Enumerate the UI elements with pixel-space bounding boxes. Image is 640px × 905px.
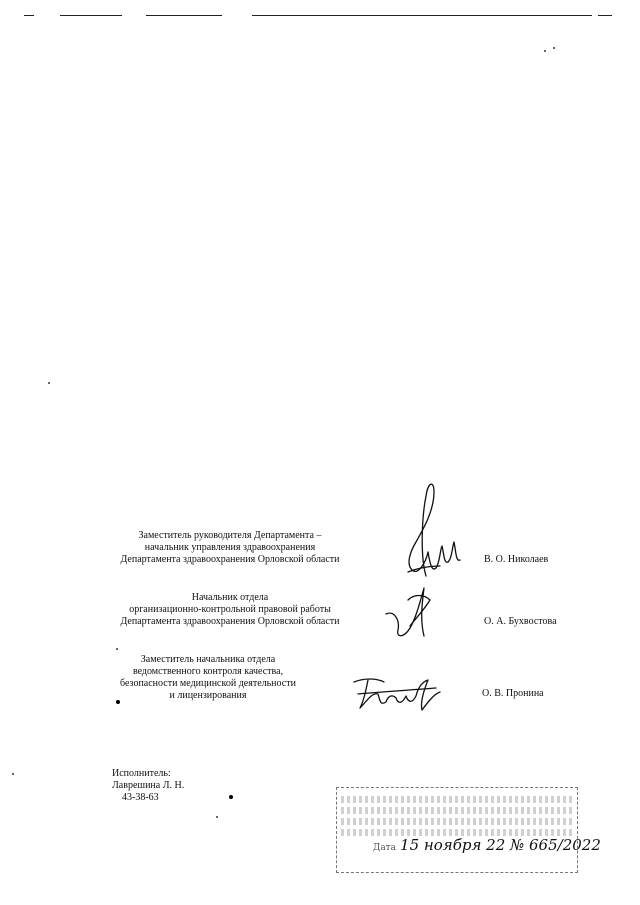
signature-bukhvostova <box>380 580 440 642</box>
stamp-faded-line <box>341 818 573 825</box>
scan-speck <box>48 382 50 384</box>
signature-pronina <box>350 672 446 714</box>
position-line: начальник управления здравоохранения <box>144 542 316 553</box>
position-line: Департамента здравоохранения Орловской области <box>120 554 340 565</box>
executor-block <box>112 768 184 804</box>
position-line: безопасности медицинской деятельности <box>120 678 296 689</box>
signatory-1-position <box>108 530 352 566</box>
scan-edge-line <box>598 15 612 16</box>
signatory-3-position <box>108 654 308 702</box>
stamp-date-number: 15 ноября 22 № 665/2022 <box>400 836 601 854</box>
scan-dot <box>229 795 233 799</box>
scan-edge-line <box>24 15 34 16</box>
position-line: ведомственного контроля качества, <box>132 666 284 677</box>
scan-speck <box>116 648 118 650</box>
signatory-1-name: В. О. Николаев <box>484 554 549 565</box>
stamp-faded-line <box>341 807 573 814</box>
executor-name: Лаврешина Л. Н. <box>112 780 185 791</box>
scan-speck <box>216 816 218 818</box>
signature-nikolaev <box>396 476 466 580</box>
position-line: организационно-контрольной правовой работы <box>129 604 331 615</box>
signatory-3-name: О. В. Пронина <box>482 688 544 699</box>
stamp-faded-line <box>341 829 573 836</box>
executor-label: Исполнитель: <box>112 768 171 779</box>
scan-speck <box>544 50 546 52</box>
scan-edge-line <box>252 15 592 16</box>
executor-phone: 43-38-63 <box>122 792 159 803</box>
position-line: Начальник отдела <box>191 592 269 603</box>
signatory-2-name: О. А. Бухвостова <box>484 616 557 627</box>
position-line: и лицензирования <box>169 690 247 701</box>
scan-edge-line <box>146 15 222 16</box>
scan-speck <box>553 47 555 49</box>
position-line: Департамента здравоохранения Орловской области <box>120 616 340 627</box>
signatory-2-position <box>108 592 352 628</box>
scan-edge-line <box>60 15 122 16</box>
position-line: Заместитель руководителя Департамента – <box>138 530 322 541</box>
registration-stamp <box>336 787 601 873</box>
stamp-handwritten-date <box>373 836 601 854</box>
stamp-faded-line <box>341 796 573 803</box>
stamp-date-prefix: Дата <box>373 843 397 853</box>
position-line: Заместитель начальника отдела <box>140 654 276 665</box>
scan-speck <box>12 773 14 775</box>
